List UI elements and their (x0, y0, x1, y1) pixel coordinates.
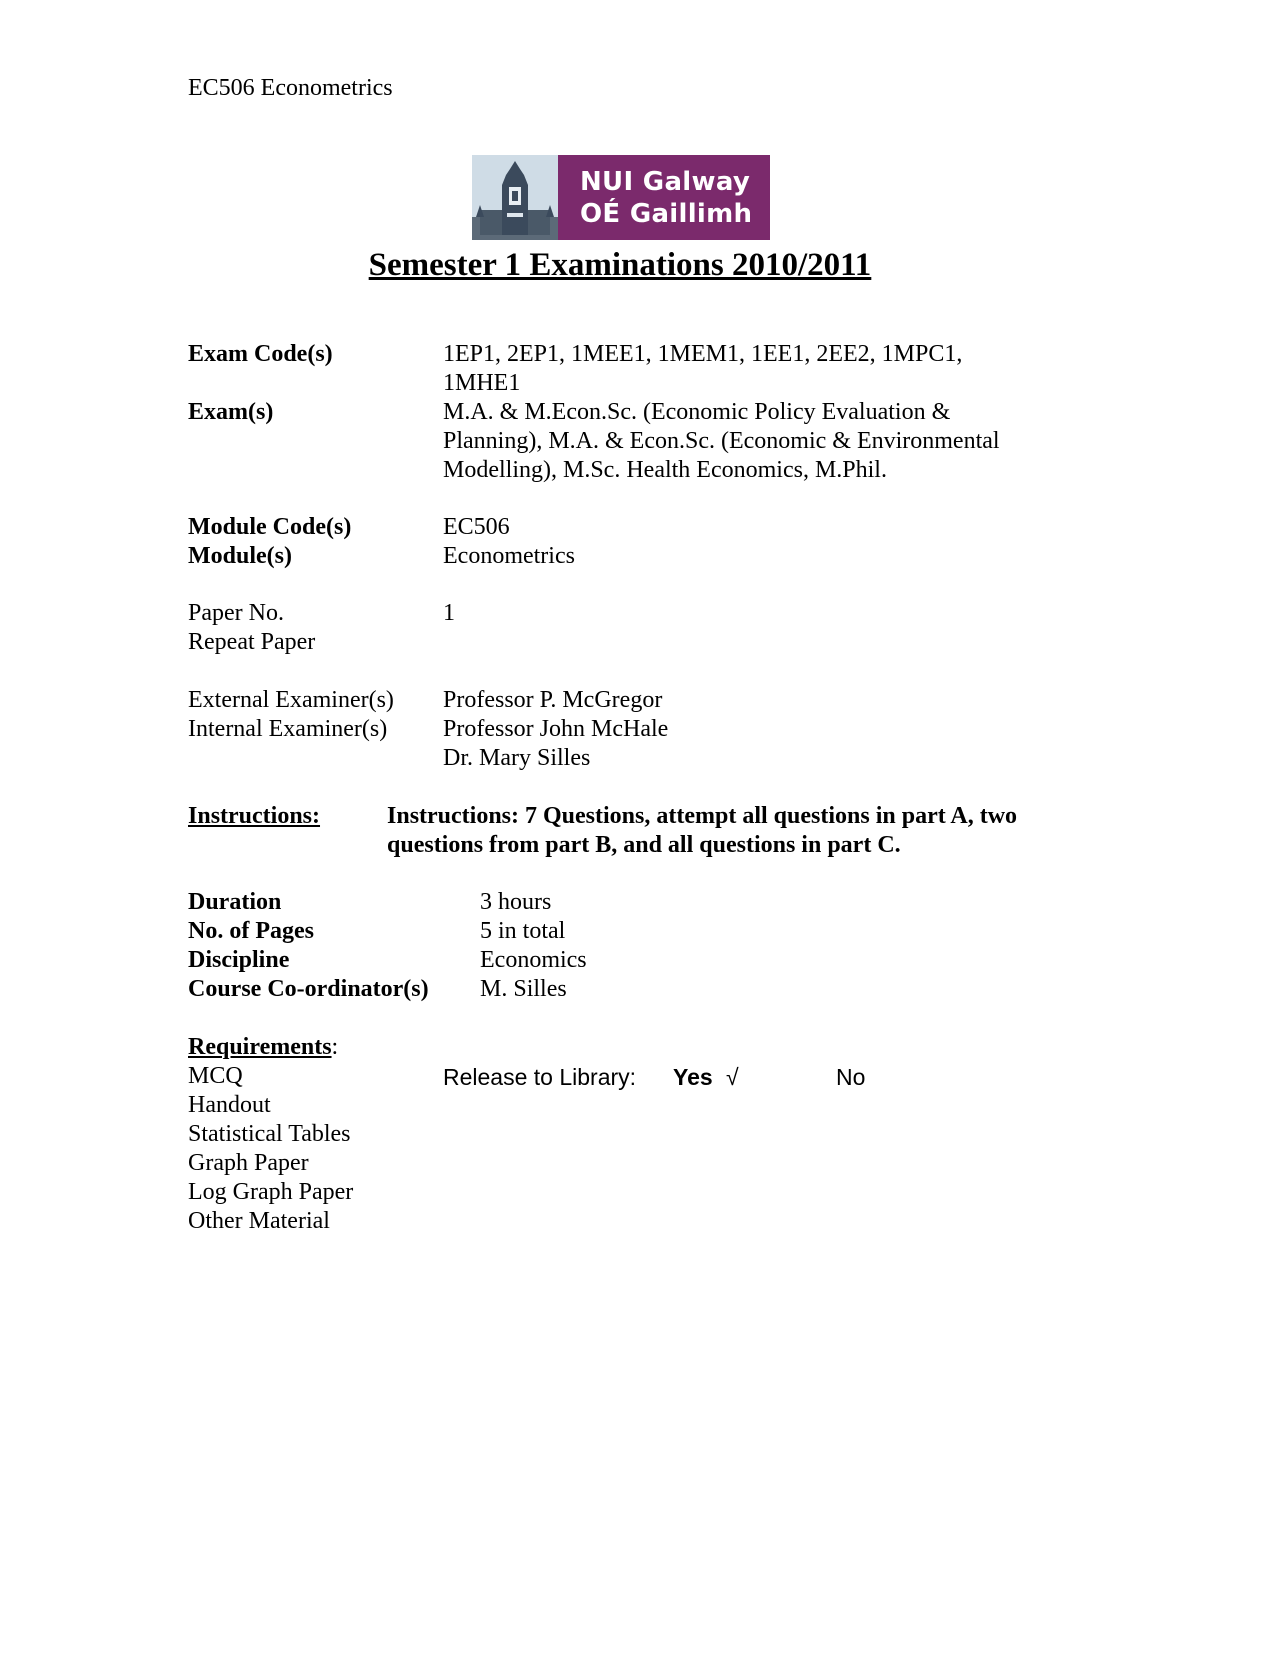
release-yes-option: Yes (673, 1064, 713, 1090)
quadrangle-tower-icon (472, 155, 558, 240)
duration-value: 3 hours (480, 889, 552, 915)
discipline-value: Economics (480, 947, 587, 973)
coordinator-value: M. Silles (480, 976, 567, 1002)
page-title: Semester 1 Examinations 2010/2011 (368, 247, 872, 283)
module-value: Econometrics (443, 543, 575, 569)
module-code-value: EC506 (443, 514, 510, 540)
logo-wordmark (558, 155, 770, 240)
requirement-item-other-material: Other Material (188, 1208, 330, 1234)
logo-text-irish: OÉ Gaillimh (580, 198, 753, 229)
exam-codes-label: Exam Code(s) (188, 341, 333, 367)
exam-codes-line-2: 1MHE1 (443, 370, 521, 396)
internal-examiner-value-1: Professor John McHale (443, 716, 669, 742)
pages-label: No. of Pages (188, 918, 314, 944)
paper-no-value: 1 (443, 600, 455, 626)
exams-line-1: M.A. & M.Econ.Sc. (Economic Policy Evaluation & (443, 399, 951, 425)
internal-examiner-label: Internal Examiner(s) (188, 716, 388, 742)
requirement-item-handout: Handout (188, 1092, 271, 1118)
module-label: Module(s) (188, 543, 292, 569)
exam-codes-line-1: 1EP1, 2EP1, 1MEE1, 1MEM1, 1EE1, 2EE2, 1MPC1, (443, 341, 963, 367)
exams-line-2: Planning), M.A. & Econ.Sc. (Economic & Environmental (443, 428, 1000, 454)
running-header: EC506 Econometrics (188, 75, 393, 101)
pages-value: 5 in total (480, 918, 566, 944)
external-examiner-value: Professor P. McGregor (443, 687, 663, 713)
requirement-item-log-graph-paper: Log Graph Paper (188, 1179, 354, 1205)
requirements-colon: : (331, 1034, 339, 1060)
requirement-item-mcq: MCQ (188, 1063, 243, 1089)
duration-label: Duration (188, 889, 282, 915)
release-to-library-label: Release to Library: (443, 1064, 637, 1090)
requirements-heading (188, 1033, 338, 1061)
release-yes-check: √ (726, 1064, 739, 1090)
requirement-item-statistical-tables: Statistical Tables (188, 1121, 351, 1147)
exams-line-3: Modelling), M.Sc. Health Economics, M.Phil. (443, 457, 887, 483)
external-examiner-label: External Examiner(s) (188, 687, 394, 713)
university-logo (472, 155, 770, 240)
coordinator-label: Course Co-ordinator(s) (188, 976, 429, 1002)
instructions-line-2: questions from part B, and all questions in part C. (387, 832, 901, 858)
internal-examiner-value-2: Dr. Mary Silles (443, 745, 591, 771)
exams-label: Exam(s) (188, 399, 274, 425)
discipline-label: Discipline (188, 947, 290, 973)
logo-text-english: NUI Galway (580, 166, 751, 197)
release-no-option: No (836, 1064, 866, 1090)
module-code-label: Module Code(s) (188, 514, 352, 540)
paper-no-label: Paper No. (188, 600, 284, 626)
requirement-item-graph-paper: Graph Paper (188, 1150, 309, 1176)
requirements-label: Requirements (188, 1034, 332, 1060)
instructions-label: Instructions: (188, 803, 321, 829)
instructions-line-1: Instructions: 7 Questions, attempt all questions in part A, two (387, 803, 1018, 829)
repeat-paper-label: Repeat Paper (188, 629, 316, 655)
